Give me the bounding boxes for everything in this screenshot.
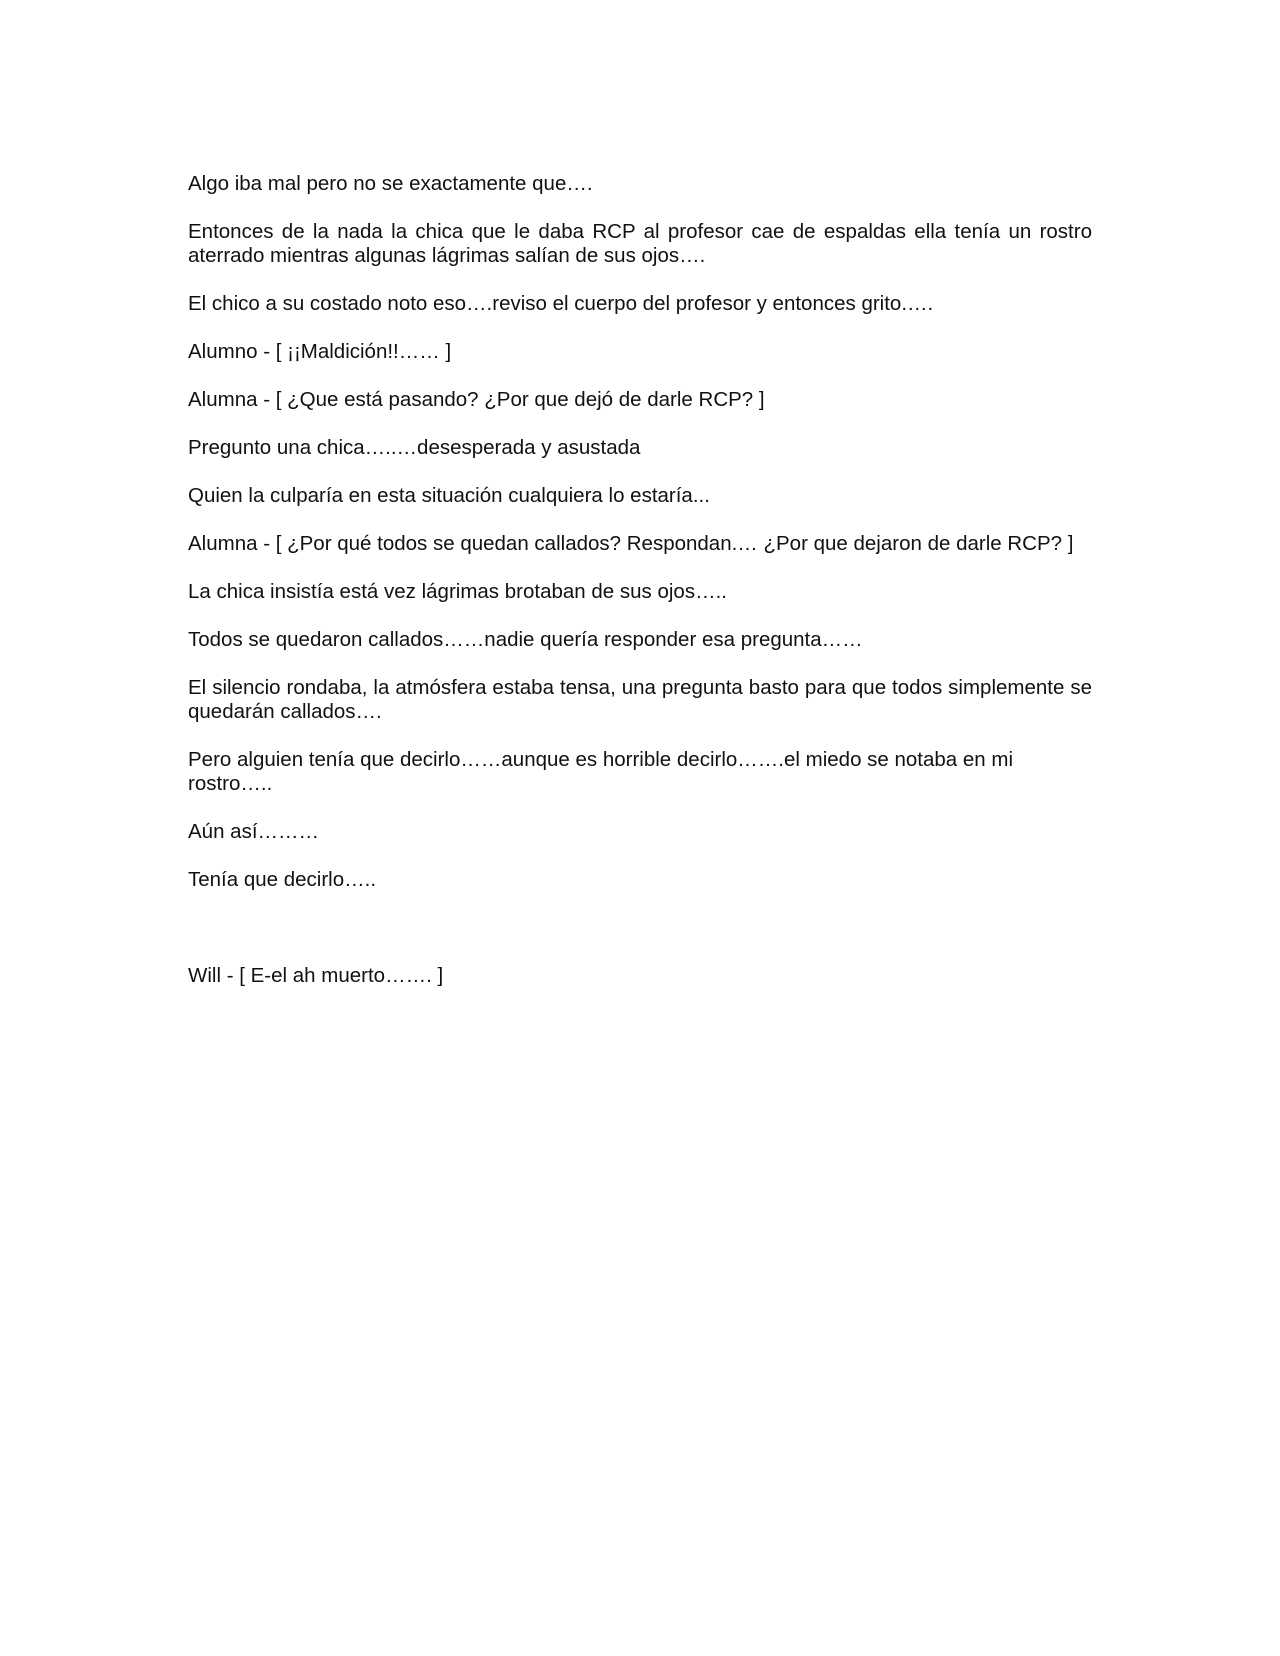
dialogue-line: Will - [ E-el ah muerto……. ] [188,964,444,987]
paragraph: Tenía que decirlo….. [188,868,377,891]
dialogue-line: Alumna - [ ¿Por qué todos se quedan callados? Respondan.… ¿Por que dejaron de darle RCP? ] [188,532,1074,555]
paragraph: Pregunto una chica…..…desesperada y asustada [188,436,641,459]
blank-space [188,916,1092,964]
paragraph: Entonces de la nada la chica que le daba RCP al profesor cae de espaldas ella tenía un rostro aterrado mientras algunas lágrimas salían de sus ojos…. [188,220,1092,267]
paragraph: El chico a su costado noto eso….reviso el cuerpo del profesor y entonces grito.…. [188,292,934,315]
paragraph: La chica insistía está vez lágrimas brotaban de sus ojos….. [188,580,727,603]
paragraph: Quien la culparía en esta situación cualquiera lo estaría... [188,484,710,507]
document-body [188,172,1092,1012]
paragraph: El silencio rondaba, la atmósfera estaba tensa, una pregunta basto para que todos simplemente se quedarán callados…. [188,676,1092,723]
paragraph: Pero alguien tenía que decirlo……aunque es horrible decirlo…….el miedo se notaba en mi rostro….. [188,748,1014,795]
paragraph: Todos se quedaron callados……nadie quería responder esa pregunta…… [188,628,863,651]
paragraph: Aún así……… [188,820,320,843]
dialogue-line: Alumno - [ ¡¡Maldición!!…… ] [188,340,452,363]
paragraph: Algo iba mal pero no se exactamente que…. [188,172,593,195]
dialogue-line: Alumna - [ ¿Que está pasando? ¿Por que dejó de darle RCP? ] [188,388,765,411]
